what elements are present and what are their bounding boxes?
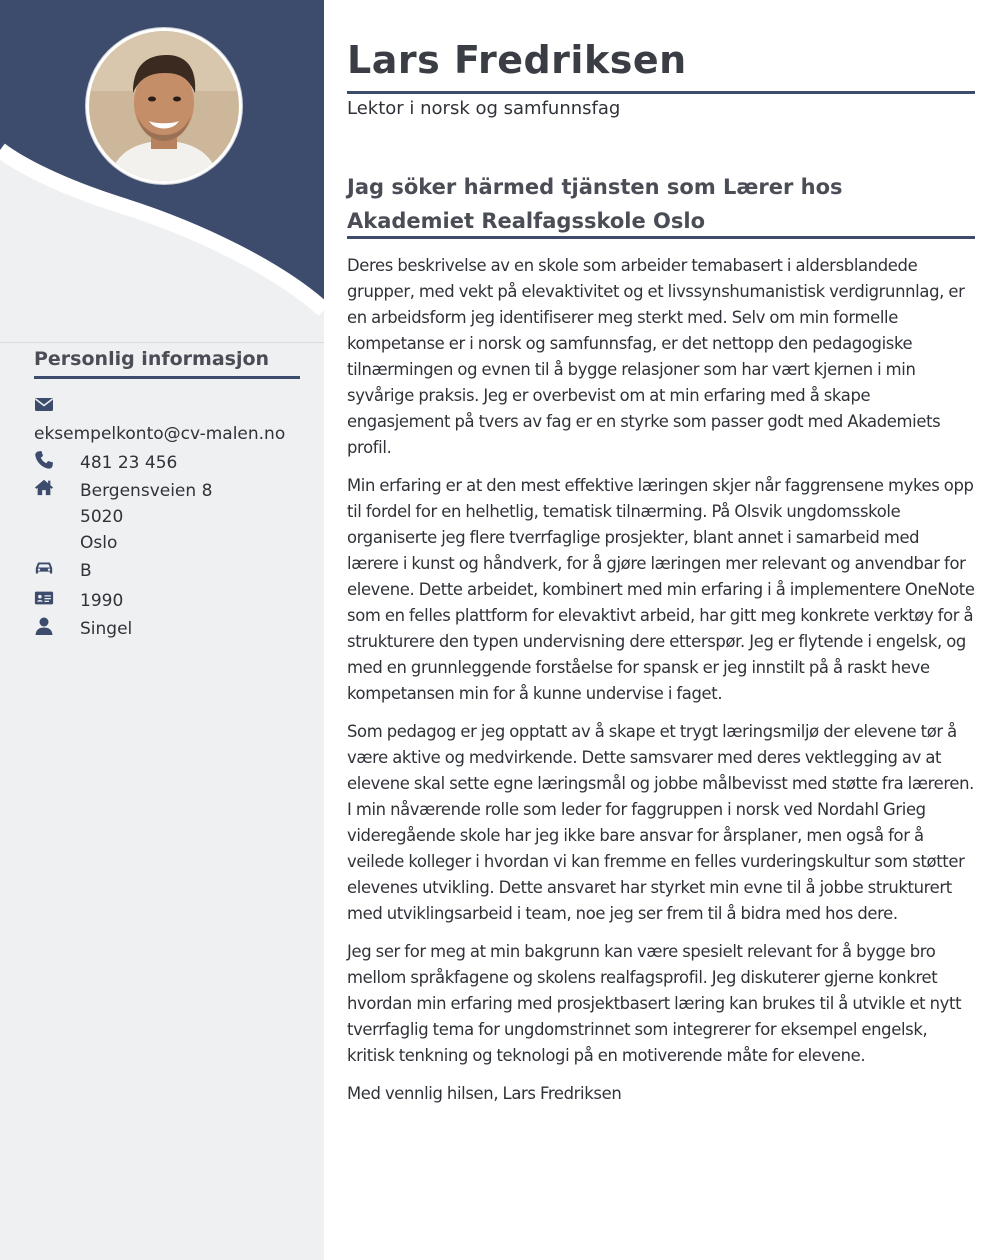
email-text: eksempelkonto@cv-malen.no [34, 424, 286, 444]
personal-info-title: Personlig informasjon [34, 348, 270, 370]
phone-icon [34, 450, 54, 470]
letter-signoff: Med vennlig hilsen, Lars Fredriksen [347, 1084, 622, 1103]
letter-heading: Jag söker härmed tjänsten som Lærer hos Akademiet Realfagsskole Oslo [347, 175, 843, 233]
birth-year-text: 1990 [80, 591, 124, 611]
letter-paragraph-3: Som pedagog er jeg opptatt av å skape et trygt læringsmiljø der elevene tør å være aktive og medvirkende. Dette samsvarer med deres vektlegging av at elevene skal sette egne læringsmål og jobbe målbevisst med støtte fra læreren. I min nåværende rolle som leder for faggruppen i norsk ved Nordahl Grieg videregående skole har jeg ikke bare ansvar for årsplaner, men også for å veilede kolleger i hvordan vi kan fremme en felles vurderingskultur som støtter elevenes utvikling. Dette ansvaret har styrket min evne til å jobbe strukturert med utviklingsarbeid i team, noe jeg ser frem til å bidra med hos dere. [347, 722, 975, 923]
avatar [86, 28, 242, 184]
user-icon [34, 616, 54, 636]
name-rule [347, 91, 975, 94]
address-street: Bergensveien 8 [80, 481, 213, 501]
home-icon [34, 477, 54, 497]
job-title: Lektor i norsk og samfunnsfag [347, 98, 621, 119]
car-icon [34, 558, 54, 578]
letter-body [347, 253, 975, 1119]
letter-paragraph-1: Deres beskrivelse av en skole som arbeider temabasert i aldersblandede grupper, med vekt på elevaktivitet og et livssynshumanistisk verdigrunnlag, er en arbeidsform jeg identifiserer meg sterkt med. Selv om min formelle kompetanse er i norsk og samfunnsfag, er det nettopp den pedagogiske tilnærmingen og evnen til å bygge relasjoner som har vært kjernen i min syvårige praksis. Jeg er overbevist om at min erfaring med å skape engasjement på tvers av fag er en styrke som passer godt med Akademiets profil. [347, 256, 965, 457]
address-city: Oslo [80, 533, 118, 553]
id-card-icon [34, 588, 54, 608]
address-postcode: 5020 [80, 507, 124, 527]
letter-paragraph-4: Jeg ser for meg at min bakgrunn kan være spesielt relevant for å bygge bro mellom språkfagene og skolens realfagsprofil. Jeg diskuterer gjerne konkret hvordan min erfaring med prosjektbasert læring kan brukes til å utvikle et nytt tverrfaglig tema for ungdomstrinnet som integrerer for eksempel engelsk, kritisk tenkning og teknologi på en motiverende måte for elevene. [347, 942, 962, 1065]
heading-rule [347, 236, 975, 239]
portrait-photo [89, 31, 239, 181]
personal-info-rule [34, 376, 300, 379]
applicant-name: Lars Fredriksen [347, 38, 687, 82]
envelope-icon [34, 394, 54, 414]
marital-status-text: Singel [80, 619, 133, 639]
drivers-license-text: B [80, 561, 92, 581]
phone-text: 481 23 456 [80, 453, 178, 473]
sidebar [0, 0, 324, 1260]
letter-paragraph-2: Min erfaring er at den mest effektive læringen skjer når faggrensene mykes opp til fordel for en helhetlig, tematisk tilnærming. På Olsvik ungdomsskole organiserte jeg flere tverrfaglige prosjekter, blant annet i samarbeid med lærere i kunst og håndverk, for å gjøre læringen mer relevant og anvendbar for elevene. Dette arbeidet, kombinert med min erfaring i å implementere OneNote som en felles plattform for elevaktivt arbeid, har gitt meg konkrete verktøy for å strukturere den typen undervisning dere etterspør. Jeg er flytende i engelsk, og med en grunnleggende forståelse for spansk er jeg innstilt på å raskt heve kompetansen min for å kunne undervise i faget. [347, 476, 975, 703]
sidebar-header-wave [0, 0, 324, 343]
